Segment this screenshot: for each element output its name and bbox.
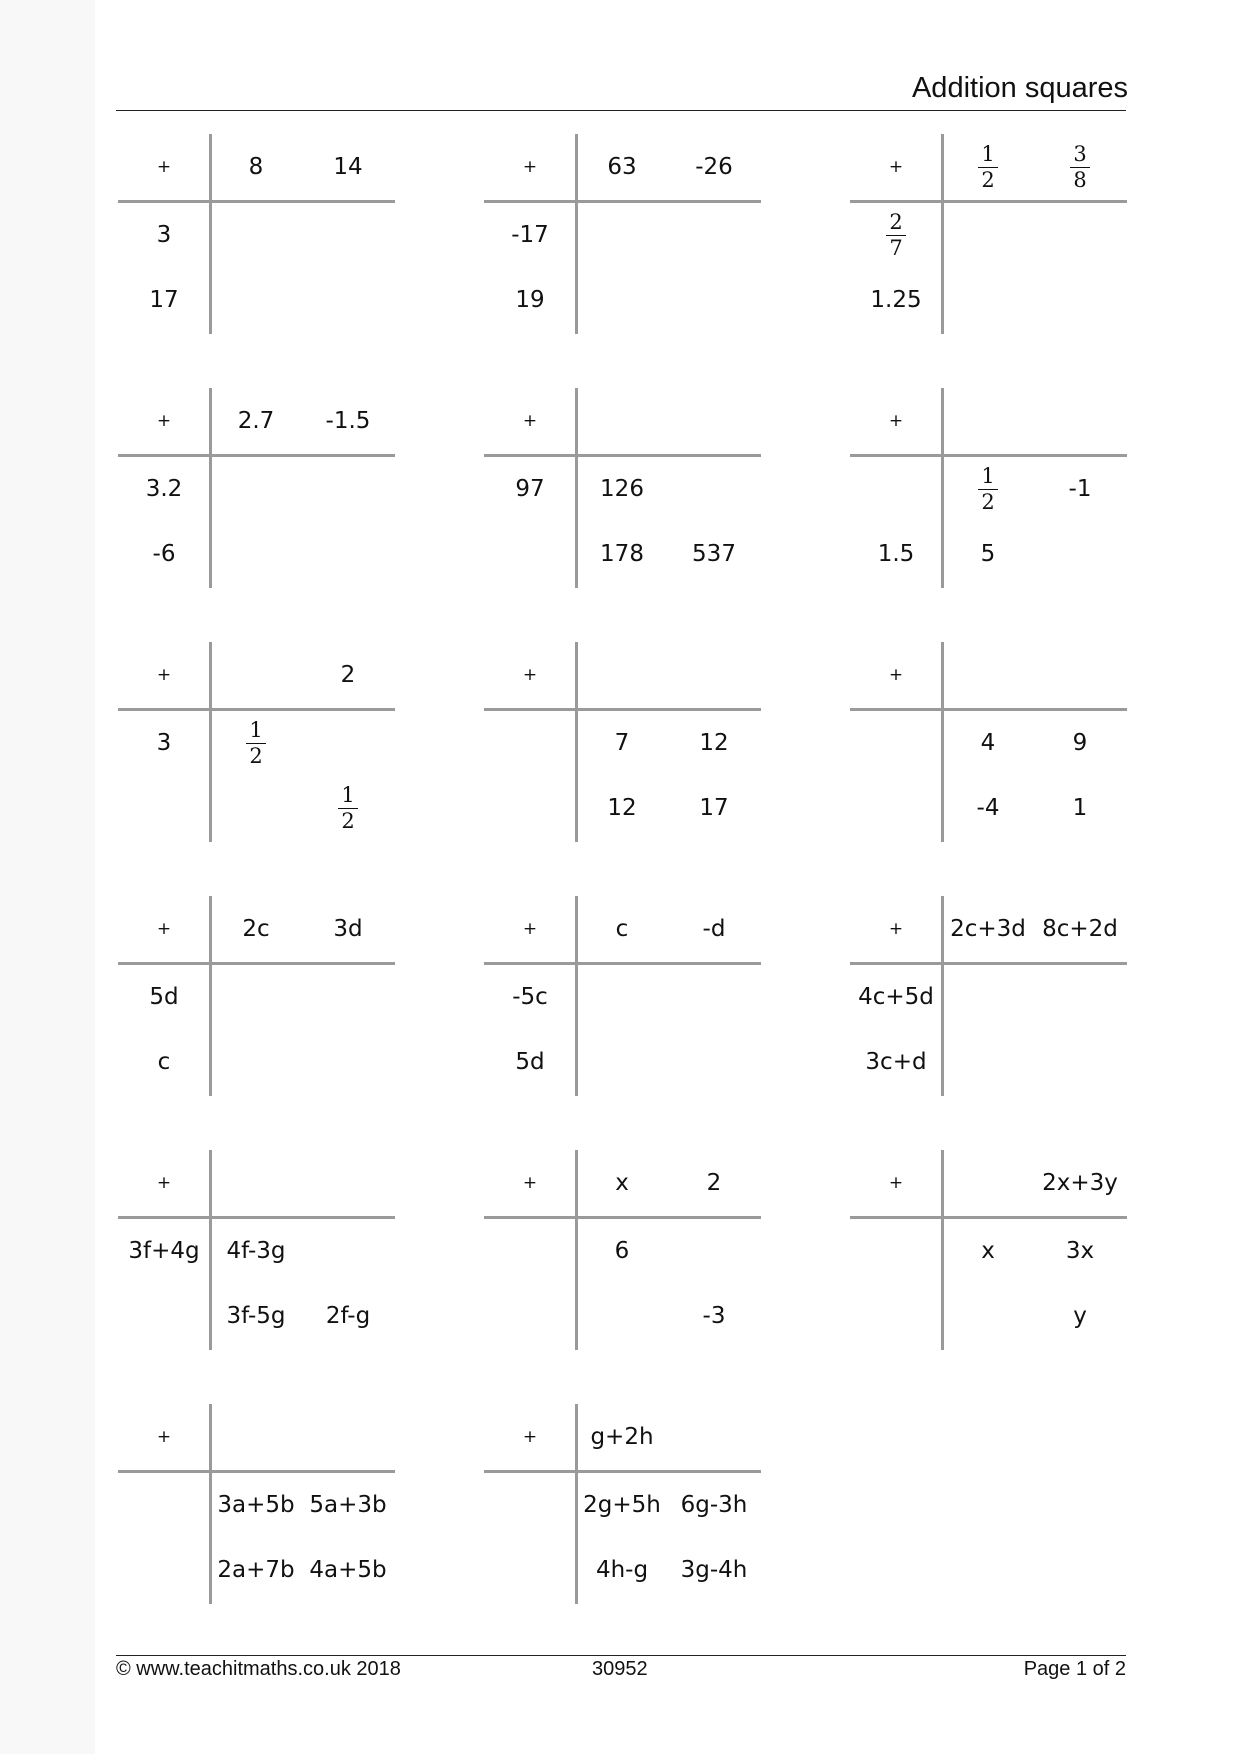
- left-header-cell: -5c: [512, 984, 548, 1010]
- answer-cell: [572, 1029, 672, 1095]
- answer-cell: [1030, 964, 1130, 1030]
- left-header-cell: [114, 775, 214, 841]
- answer-cell: [938, 456, 1038, 522]
- fraction-denominator: 7: [889, 235, 903, 260]
- top-header-cell: [938, 642, 1038, 708]
- fraction-numerator: 1: [249, 718, 263, 743]
- answer-cell: 3f-5g: [226, 1303, 286, 1329]
- answer-cell: -3: [702, 1303, 726, 1329]
- answer-cell: 3x: [1065, 1238, 1095, 1264]
- left-header-cell: [480, 1283, 580, 1349]
- left-header-cell: [480, 710, 580, 776]
- operator-cell: +: [156, 665, 172, 685]
- answer-cell: 1: [1072, 795, 1088, 821]
- answer-cell: 4f-3g: [226, 1238, 286, 1264]
- answer-cell: 6g-3h: [680, 1492, 748, 1518]
- fraction-denominator: 2: [981, 489, 995, 514]
- answer-cell: -1: [1068, 476, 1092, 502]
- top-header-cell: 8c+2d: [1042, 916, 1118, 942]
- addition-square: [118, 642, 395, 842]
- addition-square: [484, 896, 761, 1096]
- addition-square: [484, 388, 761, 588]
- answer-cell: 9: [1072, 730, 1088, 756]
- answer-cell: [298, 267, 398, 333]
- fraction-denominator: 2: [249, 743, 263, 768]
- left-header-cell: [846, 775, 946, 841]
- fraction-numerator: 1: [981, 464, 995, 489]
- left-header-cell: -6: [152, 541, 176, 567]
- answer-cell: x: [981, 1238, 995, 1264]
- operator-cell: +: [888, 665, 904, 685]
- answer-cell: 7: [614, 730, 630, 756]
- left-header-cell: 19: [515, 287, 545, 313]
- left-header-cell: [846, 1218, 946, 1284]
- left-header-cell: 17: [149, 287, 179, 313]
- addition-square: [118, 388, 395, 588]
- top-header-cell: [664, 642, 764, 708]
- operator-cell: +: [156, 1173, 172, 1193]
- answer-cell: [1030, 202, 1130, 268]
- top-header-cell: x: [615, 1170, 629, 1196]
- operator-cell: +: [156, 157, 172, 177]
- answer-cell: 4h-g: [595, 1557, 649, 1583]
- top-header-cell: [298, 1404, 398, 1470]
- operator-cell: +: [522, 411, 538, 431]
- operator-cell: +: [156, 411, 172, 431]
- addition-square: [118, 134, 395, 334]
- answer-cell: [1030, 267, 1130, 333]
- operator-cell: +: [888, 411, 904, 431]
- footer-page-label: Page 1 of 2: [1023, 1658, 1126, 1680]
- answer-cell: [298, 1218, 398, 1284]
- addition-square: [484, 1150, 761, 1350]
- answer-cell: [206, 964, 306, 1030]
- answer-cell: [572, 202, 672, 268]
- answer-cell: 126: [600, 476, 644, 502]
- fraction-numerator: 3: [1073, 142, 1087, 167]
- left-header-cell: 1.5: [877, 541, 915, 567]
- answer-cell: [298, 456, 398, 522]
- answer-cell: [206, 521, 306, 587]
- top-header-cell: 2: [340, 662, 356, 688]
- answer-cell: 2g+5h: [583, 1492, 661, 1518]
- top-header-cell: 2: [706, 1170, 722, 1196]
- top-header-cell: [664, 388, 764, 454]
- answer-cell: [938, 1029, 1038, 1095]
- answer-cell: [298, 710, 398, 776]
- answer-cell: -4: [976, 795, 1000, 821]
- answer-cell: [298, 1029, 398, 1095]
- footer-copyright: © www.teachitmaths.co.uk 2018: [116, 1658, 401, 1680]
- addition-square: [850, 642, 1127, 842]
- answer-cell: [938, 202, 1038, 268]
- page-title: Addition squares: [911, 72, 1128, 104]
- top-header-cell: 14: [333, 154, 363, 180]
- left-header-cell: 1.25: [870, 287, 922, 313]
- top-header-cell: -1.5: [325, 408, 371, 434]
- answer-cell: 3g-4h: [680, 1557, 748, 1583]
- footer-code: 30952: [592, 1658, 648, 1680]
- left-header-cell: 3: [156, 222, 172, 248]
- top-header-cell: 2x+3y: [1042, 1170, 1118, 1196]
- top-header-cell: 3d: [333, 916, 363, 942]
- answer-cell: [664, 964, 764, 1030]
- top-header-cell: [572, 642, 672, 708]
- answer-cell: 4a+5b: [309, 1557, 387, 1583]
- answer-cell: [938, 964, 1038, 1030]
- answer-cell: [664, 267, 764, 333]
- title-rule: [116, 110, 1126, 111]
- top-header-cell: [298, 1150, 398, 1216]
- answer-cell: [206, 1029, 306, 1095]
- answer-cell: [572, 267, 672, 333]
- answer-cell: [572, 964, 672, 1030]
- operator-cell: +: [522, 665, 538, 685]
- left-header-cell: c: [157, 1049, 171, 1075]
- left-header-cell: [114, 1537, 214, 1603]
- left-header-cell: 3c+d: [865, 1049, 927, 1075]
- top-header-cell: [206, 1404, 306, 1470]
- fraction-denominator: 8: [1073, 167, 1087, 192]
- top-header-cell: [206, 1150, 306, 1216]
- left-header-cell: 97: [515, 476, 545, 502]
- top-header-cell: 8: [248, 154, 264, 180]
- left-header-cell: [846, 710, 946, 776]
- answer-cell: 6: [614, 1238, 630, 1264]
- left-header-cell: [846, 202, 946, 268]
- answer-cell: 3a+5b: [217, 1492, 295, 1518]
- answer-cell: [206, 710, 306, 776]
- operator-cell: +: [156, 919, 172, 939]
- footer-rule: [116, 1655, 1126, 1656]
- left-header-cell: 3f+4g: [128, 1238, 200, 1264]
- fraction-numerator: 2: [889, 210, 903, 235]
- top-header-cell: -26: [695, 154, 733, 180]
- addition-square: [484, 1404, 761, 1604]
- answer-cell: [298, 202, 398, 268]
- left-header-cell: [480, 1537, 580, 1603]
- answer-cell: [664, 456, 764, 522]
- addition-square: [850, 388, 1127, 588]
- answer-cell: 178: [600, 541, 644, 567]
- answer-cell: [938, 267, 1038, 333]
- top-header-cell: [938, 388, 1038, 454]
- answer-cell: [298, 521, 398, 587]
- top-header-cell: [572, 388, 672, 454]
- top-header-cell: [938, 1150, 1038, 1216]
- top-header-cell: [664, 1404, 764, 1470]
- answer-cell: 12: [699, 730, 729, 756]
- left-header-cell: [846, 456, 946, 522]
- addition-square: [118, 1404, 395, 1604]
- top-header-cell: 2c+3d: [950, 916, 1026, 942]
- left-header-cell: 5d: [515, 1049, 545, 1075]
- top-header-cell: 2c: [242, 916, 270, 942]
- answer-cell: [1030, 1029, 1130, 1095]
- answer-cell: y: [1073, 1303, 1087, 1329]
- answer-cell: [298, 775, 398, 841]
- left-header-cell: [480, 521, 580, 587]
- answer-cell: [298, 964, 398, 1030]
- answer-cell: 5a+3b: [309, 1492, 387, 1518]
- addition-square: [850, 134, 1127, 334]
- answer-cell: 2f-g: [325, 1303, 371, 1329]
- left-header-cell: [480, 775, 580, 841]
- answer-cell: [206, 202, 306, 268]
- operator-cell: +: [522, 919, 538, 939]
- answer-cell: [938, 1283, 1038, 1349]
- top-header-cell: [1030, 642, 1130, 708]
- addition-square: [484, 642, 761, 842]
- left-header-cell: [480, 1472, 580, 1538]
- answer-cell: [572, 1283, 672, 1349]
- top-header-cell: 2.7: [237, 408, 275, 434]
- addition-square: [850, 1150, 1127, 1350]
- fraction-numerator: 1: [341, 783, 355, 808]
- addition-square: [850, 896, 1127, 1096]
- left-margin-band: [0, 0, 95, 1754]
- answer-cell: [206, 267, 306, 333]
- answer-cell: [1030, 521, 1130, 587]
- fraction-denominator: 2: [341, 808, 355, 833]
- operator-cell: +: [888, 1173, 904, 1193]
- left-header-cell: [114, 1472, 214, 1538]
- left-header-cell: [480, 1218, 580, 1284]
- addition-square: [484, 134, 761, 334]
- answer-cell: 4: [980, 730, 996, 756]
- top-header-cell: 63: [607, 154, 637, 180]
- operator-cell: +: [888, 157, 904, 177]
- answer-cell: [664, 1029, 764, 1095]
- answer-cell: [206, 456, 306, 522]
- answer-cell: 17: [699, 795, 729, 821]
- top-header-cell: [1030, 388, 1130, 454]
- answer-cell: [206, 775, 306, 841]
- operator-cell: +: [522, 1427, 538, 1447]
- left-header-cell: 4c+5d: [858, 984, 934, 1010]
- answer-cell: [664, 1218, 764, 1284]
- answer-cell: 12: [607, 795, 637, 821]
- addition-square: [118, 1150, 395, 1350]
- left-header-cell: [114, 1283, 214, 1349]
- operator-cell: +: [888, 919, 904, 939]
- left-header-cell: [846, 1283, 946, 1349]
- left-header-cell: 3.2: [145, 476, 183, 502]
- answer-cell: 2a+7b: [217, 1557, 295, 1583]
- top-header-cell: -d: [702, 916, 726, 942]
- answer-cell: 5: [980, 541, 996, 567]
- top-header-cell: c: [615, 916, 629, 942]
- answer-cell: 537: [692, 541, 736, 567]
- fraction-numerator: 1: [981, 142, 995, 167]
- top-header-cell: [1030, 134, 1130, 200]
- operator-cell: +: [522, 157, 538, 177]
- top-header-cell: g+2h: [590, 1424, 654, 1450]
- left-header-cell: 3: [156, 730, 172, 756]
- left-header-cell: -17: [511, 222, 549, 248]
- operator-cell: +: [522, 1173, 538, 1193]
- answer-cell: [664, 202, 764, 268]
- top-header-cell: [938, 134, 1038, 200]
- operator-cell: +: [156, 1427, 172, 1447]
- fraction-denominator: 2: [981, 167, 995, 192]
- left-header-cell: 5d: [149, 984, 179, 1010]
- top-header-cell: [206, 642, 306, 708]
- addition-square: [118, 896, 395, 1096]
